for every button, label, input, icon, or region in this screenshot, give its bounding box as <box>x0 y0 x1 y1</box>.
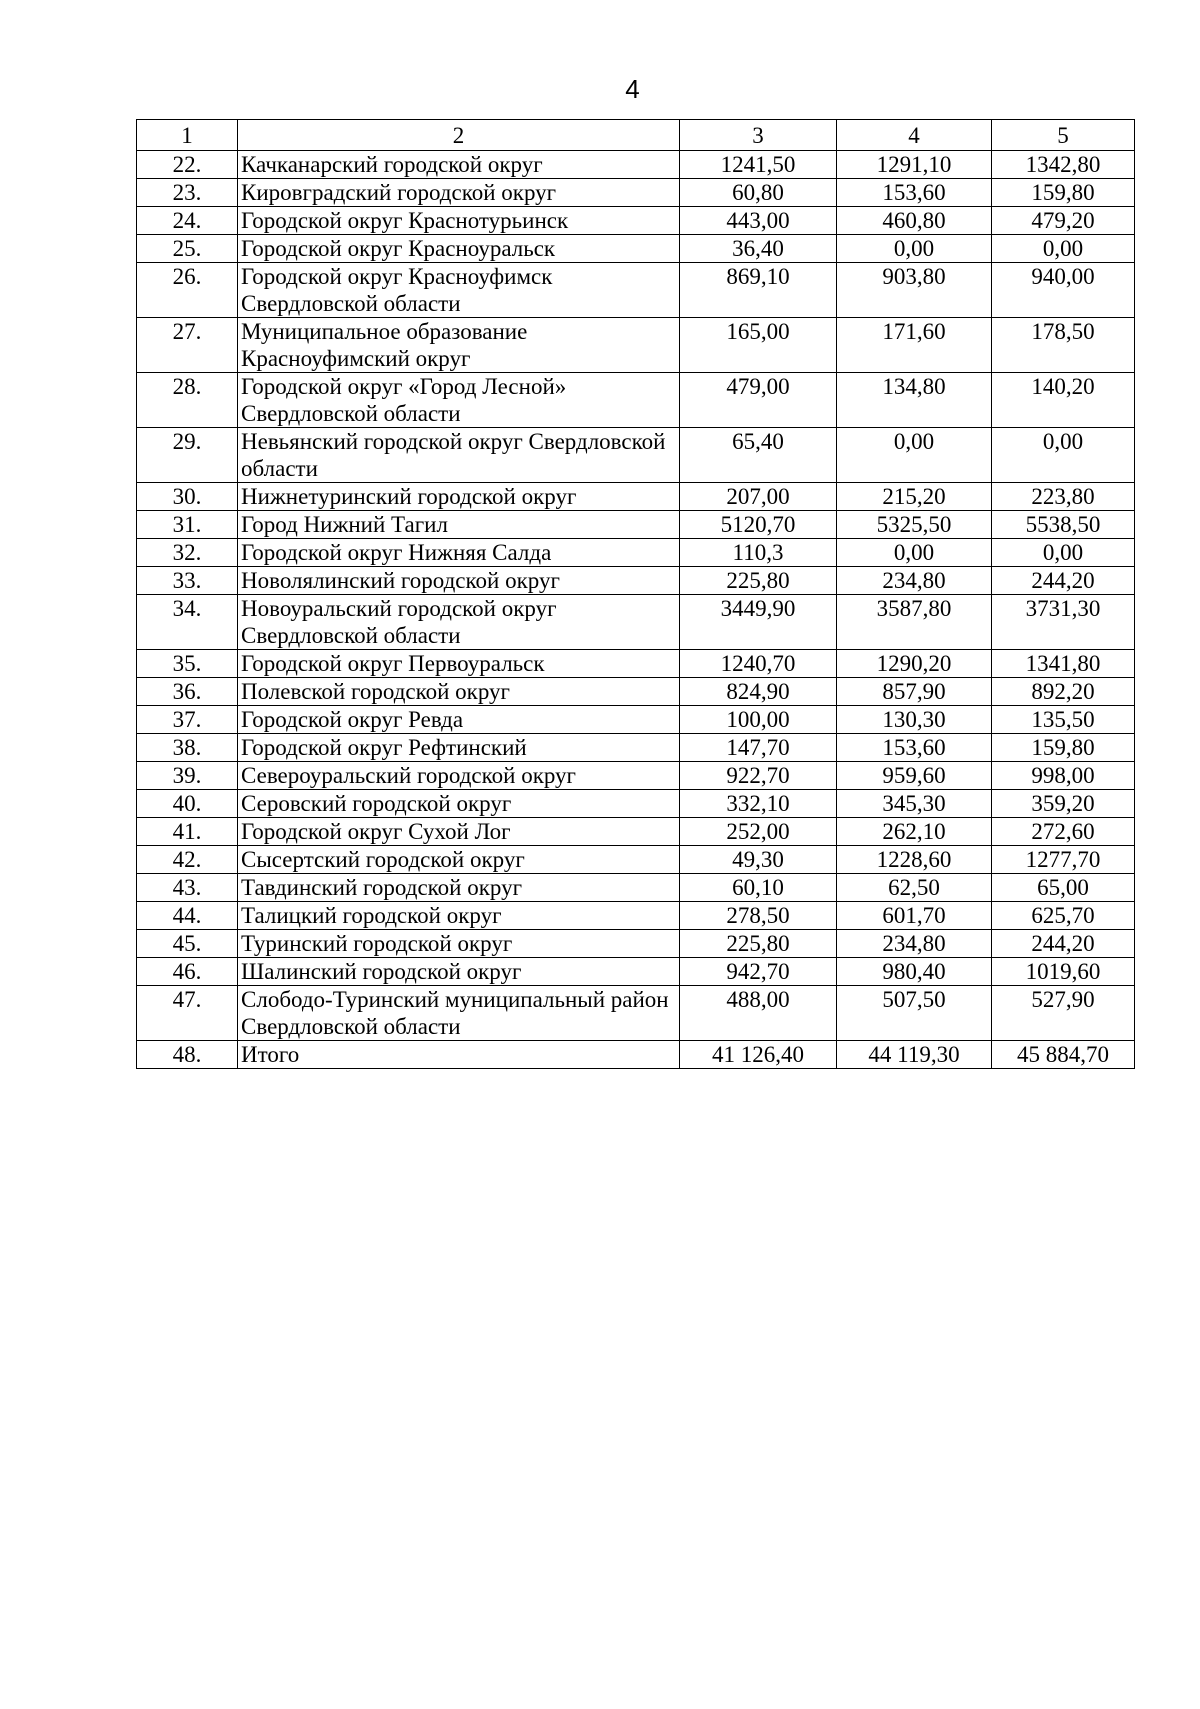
column-header-4: 4 <box>837 120 992 151</box>
table-row <box>137 595 1135 650</box>
municipality-name: Серовский городской округ <box>238 790 680 818</box>
municipality-name: Качканарский городской округ <box>238 151 680 179</box>
value-col-4: 5325,50 <box>837 511 992 539</box>
page-number: 4 <box>625 74 640 104</box>
municipality-name: Итого <box>238 1041 680 1069</box>
value-col-5: 0,00 <box>992 539 1135 567</box>
municipality-name: Городской округ Красноуфимск Свердловской области <box>238 263 680 318</box>
table-row <box>137 678 1135 706</box>
value-col-3: 488,00 <box>680 986 837 1041</box>
row-number: 33. <box>137 567 238 595</box>
value-col-5: 1342,80 <box>992 151 1135 179</box>
value-col-3: 443,00 <box>680 207 837 235</box>
value-col-3: 147,70 <box>680 734 837 762</box>
municipality-name: Городской округ «Город Лесной» Свердловской области <box>238 373 680 428</box>
table-row <box>137 235 1135 263</box>
value-col-5: 244,20 <box>992 930 1135 958</box>
table-row <box>137 567 1135 595</box>
municipality-name: Туринский городской округ <box>238 930 680 958</box>
municipality-name: Городской округ Сухой Лог <box>238 818 680 846</box>
row-number: 37. <box>137 706 238 734</box>
value-col-4: 857,90 <box>837 678 992 706</box>
table-row <box>137 930 1135 958</box>
value-col-5: 998,00 <box>992 762 1135 790</box>
value-col-3: 869,10 <box>680 263 837 318</box>
municipality-name: Город Нижний Тагил <box>238 511 680 539</box>
municipality-name: Невьянский городской округ Свердловской области <box>238 428 680 483</box>
row-number: 35. <box>137 650 238 678</box>
municipality-name: Городской округ Краснотурьинск <box>238 207 680 235</box>
municipality-name: Слободо-Туринский муниципальный район Свердловской области <box>238 986 680 1041</box>
value-col-3: 225,80 <box>680 567 837 595</box>
value-col-4: 601,70 <box>837 902 992 930</box>
value-col-5: 625,70 <box>992 902 1135 930</box>
table-row <box>137 762 1135 790</box>
value-col-3: 225,80 <box>680 930 837 958</box>
value-col-4: 234,80 <box>837 930 992 958</box>
row-number: 31. <box>137 511 238 539</box>
value-col-3: 207,00 <box>680 483 837 511</box>
column-header-5: 5 <box>992 120 1135 151</box>
row-number: 39. <box>137 762 238 790</box>
value-col-4: 345,30 <box>837 790 992 818</box>
row-number: 48. <box>137 1041 238 1069</box>
value-col-4: 0,00 <box>837 539 992 567</box>
municipality-name: Шалинский городской округ <box>238 958 680 986</box>
value-col-3: 100,00 <box>680 706 837 734</box>
value-col-4: 1228,60 <box>837 846 992 874</box>
table-row <box>137 511 1135 539</box>
value-col-3: 1240,70 <box>680 650 837 678</box>
municipality-name: Новолялинский городской округ <box>238 567 680 595</box>
value-col-3: 65,40 <box>680 428 837 483</box>
value-col-5: 1277,70 <box>992 846 1135 874</box>
table-row <box>137 958 1135 986</box>
value-col-4: 1291,10 <box>837 151 992 179</box>
value-col-5: 5538,50 <box>992 511 1135 539</box>
table-row <box>137 706 1135 734</box>
table-row <box>137 902 1135 930</box>
municipality-name: Муниципальное образование Красноуфимский округ <box>238 318 680 373</box>
municipality-name: Новоуральский городской округ Свердловской области <box>238 595 680 650</box>
value-col-5: 0,00 <box>992 428 1135 483</box>
row-number: 47. <box>137 986 238 1041</box>
value-col-4: 3587,80 <box>837 595 992 650</box>
value-col-4: 0,00 <box>837 235 992 263</box>
value-col-5: 527,90 <box>992 986 1135 1041</box>
table-row <box>137 373 1135 428</box>
row-number: 23. <box>137 179 238 207</box>
table-row <box>137 483 1135 511</box>
value-col-3: 942,70 <box>680 958 837 986</box>
value-col-4: 215,20 <box>837 483 992 511</box>
municipality-name: Сысертский городской округ <box>238 846 680 874</box>
value-col-4: 134,80 <box>837 373 992 428</box>
municipality-name: Полевской городской округ <box>238 678 680 706</box>
value-col-3: 479,00 <box>680 373 837 428</box>
value-col-3: 41 126,40 <box>680 1041 837 1069</box>
table-row <box>137 318 1135 373</box>
value-col-5: 892,20 <box>992 678 1135 706</box>
value-col-4: 959,60 <box>837 762 992 790</box>
value-col-5: 479,20 <box>992 207 1135 235</box>
value-col-3: 252,00 <box>680 818 837 846</box>
value-col-3: 36,40 <box>680 235 837 263</box>
value-col-3: 165,00 <box>680 318 837 373</box>
municipality-name: Кировградский городской округ <box>238 179 680 207</box>
value-col-4: 234,80 <box>837 567 992 595</box>
value-col-5: 1019,60 <box>992 958 1135 986</box>
value-col-5: 3731,30 <box>992 595 1135 650</box>
value-col-3: 49,30 <box>680 846 837 874</box>
row-number: 43. <box>137 874 238 902</box>
table-row <box>137 846 1135 874</box>
value-col-5: 244,20 <box>992 567 1135 595</box>
row-number: 45. <box>137 930 238 958</box>
value-col-4: 44 119,30 <box>837 1041 992 1069</box>
municipality-name: Городской округ Первоуральск <box>238 650 680 678</box>
value-col-4: 460,80 <box>837 207 992 235</box>
municipality-name: Нижнетуринский городской округ <box>238 483 680 511</box>
row-number: 26. <box>137 263 238 318</box>
value-col-5: 140,20 <box>992 373 1135 428</box>
table-row <box>137 874 1135 902</box>
table-row <box>137 428 1135 483</box>
value-col-4: 153,60 <box>837 734 992 762</box>
row-number: 24. <box>137 207 238 235</box>
table-row <box>137 790 1135 818</box>
value-col-5: 178,50 <box>992 318 1135 373</box>
row-number: 25. <box>137 235 238 263</box>
value-col-3: 278,50 <box>680 902 837 930</box>
value-col-3: 60,10 <box>680 874 837 902</box>
row-number: 38. <box>137 734 238 762</box>
value-col-3: 60,80 <box>680 179 837 207</box>
table-row <box>137 734 1135 762</box>
value-col-3: 5120,70 <box>680 511 837 539</box>
value-col-4: 1290,20 <box>837 650 992 678</box>
value-col-5: 359,20 <box>992 790 1135 818</box>
row-number: 32. <box>137 539 238 567</box>
value-col-5: 45 884,70 <box>992 1041 1135 1069</box>
row-number: 22. <box>137 151 238 179</box>
column-header-3: 3 <box>680 120 837 151</box>
value-col-4: 153,60 <box>837 179 992 207</box>
value-col-5: 0,00 <box>992 235 1135 263</box>
table-row <box>137 1041 1135 1069</box>
header-row <box>137 120 1135 151</box>
table-row <box>137 986 1135 1041</box>
table-row <box>137 650 1135 678</box>
row-number: 46. <box>137 958 238 986</box>
value-col-4: 262,10 <box>837 818 992 846</box>
value-col-5: 159,80 <box>992 179 1135 207</box>
table-row <box>137 151 1135 179</box>
row-number: 40. <box>137 790 238 818</box>
value-col-5: 135,50 <box>992 706 1135 734</box>
value-col-5: 65,00 <box>992 874 1135 902</box>
row-number: 36. <box>137 678 238 706</box>
municipality-name: Талицкий городской округ <box>238 902 680 930</box>
table-body <box>137 151 1135 1069</box>
municipality-name: Городской округ Ревда <box>238 706 680 734</box>
table-row <box>137 539 1135 567</box>
value-col-4: 171,60 <box>837 318 992 373</box>
table-row <box>137 179 1135 207</box>
value-col-5: 940,00 <box>992 263 1135 318</box>
row-number: 41. <box>137 818 238 846</box>
municipality-name: Городской округ Рефтинский <box>238 734 680 762</box>
value-col-4: 507,50 <box>837 986 992 1041</box>
value-col-4: 0,00 <box>837 428 992 483</box>
value-col-3: 110,3 <box>680 539 837 567</box>
value-col-4: 903,80 <box>837 263 992 318</box>
row-number: 34. <box>137 595 238 650</box>
value-col-3: 824,90 <box>680 678 837 706</box>
row-number: 29. <box>137 428 238 483</box>
column-header-1: 1 <box>137 120 238 151</box>
municipality-name: Городской округ Нижняя Салда <box>238 539 680 567</box>
value-col-3: 3449,90 <box>680 595 837 650</box>
value-col-5: 223,80 <box>992 483 1135 511</box>
value-col-3: 922,70 <box>680 762 837 790</box>
value-col-5: 1341,80 <box>992 650 1135 678</box>
table-row <box>137 207 1135 235</box>
table-row <box>137 818 1135 846</box>
row-number: 44. <box>137 902 238 930</box>
budget-table <box>136 119 1135 1069</box>
row-number: 27. <box>137 318 238 373</box>
value-col-5: 159,80 <box>992 734 1135 762</box>
municipality-name: Североуральский городской округ <box>238 762 680 790</box>
table-row <box>137 263 1135 318</box>
table-header <box>137 120 1135 151</box>
row-number: 28. <box>137 373 238 428</box>
value-col-3: 1241,50 <box>680 151 837 179</box>
municipality-name: Городской округ Красноуральск <box>238 235 680 263</box>
value-col-4: 62,50 <box>837 874 992 902</box>
row-number: 30. <box>137 483 238 511</box>
municipality-name: Тавдинский городской округ <box>238 874 680 902</box>
value-col-5: 272,60 <box>992 818 1135 846</box>
value-col-3: 332,10 <box>680 790 837 818</box>
value-col-4: 980,40 <box>837 958 992 986</box>
value-col-4: 130,30 <box>837 706 992 734</box>
row-number: 42. <box>137 846 238 874</box>
column-header-2: 2 <box>238 120 680 151</box>
